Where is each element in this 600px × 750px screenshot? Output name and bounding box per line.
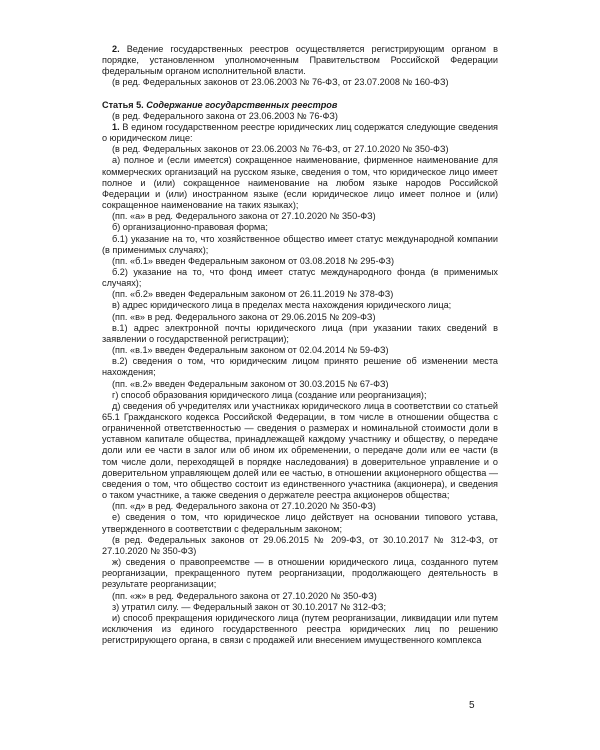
- paragraph-1: [102, 122, 498, 144]
- subparagraph-d: д) сведения об учредителях или участниках юридического лица в соответствии со статьей 65.1 Гражданского кодекса Российской Федерации, в том числе в отношении общества с ограниченной ответственностью — сведения о размерах и номинальной стоимости доли в уставном капитале общества, принадлежащей каждому участнику и обществу, о передаче доли или ее части в залог или об ином их обременении, о передаче доли или ее части (в том числе доли, переходящей в порядке наследования) в доверительное управление и о доверительном управляющем долей или ее частью, в отношении акционерного общества — сведения о том, что общество состоит из единственного участника (акционера), и сведения о таком участнике, а также сведения о держателе реестра акционеров общества;: [102, 400, 498, 501]
- paragraph-2: [102, 44, 498, 77]
- subparagraph-b2: б.2) указание на то, что фонд имеет статус международного фонда (в применимых случаях);: [102, 266, 498, 289]
- subparagraph-v2: в.2) сведения о том, что юридическим лицом принято решение об изменении места нахождения;: [102, 356, 498, 378]
- amendment-note: (пп. «в.1» введен Федеральным законом от 02.04.2014 № 59-ФЗ): [112, 345, 389, 356]
- subparagraph-v1: в.1) адрес электронной почты юридического лица (при указании таких сведений в заявлении о государственной регистрации);: [102, 322, 498, 344]
- subparagraph-b: б) организационно-правовая форма;: [112, 222, 268, 233]
- subparagraph-i: и) способ прекращения юридического лица (путем реорганизации, ликвидации или путем исключения из единого государственного реестра юридических лиц по решению регистрирующего органа, в связи с продажей или внесением имущественного комплекса: [102, 612, 498, 646]
- item-number: 1.: [112, 121, 120, 132]
- paragraph-text: Ведение государственных реестров осуществляется регистрирующим органом в порядке, установленном уполномоченным Правительством Российской Федерации федеральным органом исполнительной власти.: [102, 44, 498, 77]
- subparagraph-z: з) утратил силу. — Федеральный закон от 30.10.2017 № 312-ФЗ;: [112, 601, 386, 612]
- subparagraph-a: а) полное и (если имеется) сокращенное наименование, фирменное наименование для коммерческих организаций на русском языке, сведения о том, что юридическое лицо имеет полное и (или) сокращенное наименование на любом языке народов Российской Федерации и (или) иностранном языке (если юридическое лицо имеет полное и (или) сокращенное наименование на таких языках);: [102, 155, 498, 211]
- document-text: [102, 44, 498, 646]
- amendment-note: (пп. «в» в ред. Федерального закона от 29.06.2015 № 209-ФЗ): [112, 311, 376, 322]
- subparagraph-v: в) адрес юридического лица в пределах места нахождения юридического лица;: [112, 300, 452, 311]
- paragraph-text: В едином государственном реестре юридических лиц содержатся следующие сведения о юридическом лице:: [102, 121, 498, 144]
- amendment-note: (пп. «д» в ред. Федерального закона от 27.10.2020 № 350-ФЗ): [112, 501, 376, 512]
- amendment-note: (пп. «ж» в ред. Федерального закона от 27.10.2020 № 350-ФЗ): [112, 590, 377, 601]
- article-title: Содержание государственных реестров: [143, 99, 338, 110]
- item-number: 2.: [112, 44, 120, 54]
- amendment-note: (пп. «б.2» введен Федеральным законом от 26.11.2019 № 378-ФЗ): [112, 289, 394, 300]
- amendment-note: (пп. «в.2» введен Федеральным законом от 30.03.2015 № 67-ФЗ): [112, 378, 389, 389]
- amendment-note: (в ред. Федерального закона от 23.06.2003 № 76-ФЗ): [112, 110, 338, 121]
- amendment-note: (в ред. Федеральных законов от 29.06.2015 № 209-ФЗ, от 30.10.2017 № 312-ФЗ, от 27.10.2020 № 350-ФЗ): [102, 534, 498, 556]
- amendment-note: (пп. «а» в ред. Федерального закона от 27.10.2020 № 350-ФЗ): [112, 211, 376, 222]
- article-heading: [102, 100, 498, 111]
- amendment-note: (в ред. Федеральных законов от 23.06.2003 № 76-ФЗ, от 23.07.2008 № 160-ФЗ): [112, 77, 449, 88]
- amendment-note: (в ред. Федеральных законов от 23.06.2003 № 76-ФЗ, от 27.10.2020 № 350-ФЗ): [112, 144, 449, 155]
- page-number: 5: [469, 700, 475, 711]
- article-number: Статья 5.: [102, 99, 144, 110]
- subparagraph-g: г) способ образования юридического лица (создание или реорганизация);: [112, 389, 427, 400]
- subparagraph-e: е) сведения о том, что юридическое лицо действует на основании типового устава, утвержденного в соответствии с федеральным законом;: [102, 512, 498, 534]
- subparagraph-b1: б.1) указание на то, что хозяйственное общество имеет статус международной компании (в применимых случаях);: [102, 233, 498, 255]
- amendment-note: (пп. «б.1» введен Федеральным законом от 03.08.2018 № 295-ФЗ): [112, 255, 395, 266]
- subparagraph-zh: ж) сведения о правопреемстве — в отношении юридического лица, созданного путем реорганизации, прекращенного путем реорганизации, продолжающего деятельность в результате реорганизации;: [102, 557, 498, 590]
